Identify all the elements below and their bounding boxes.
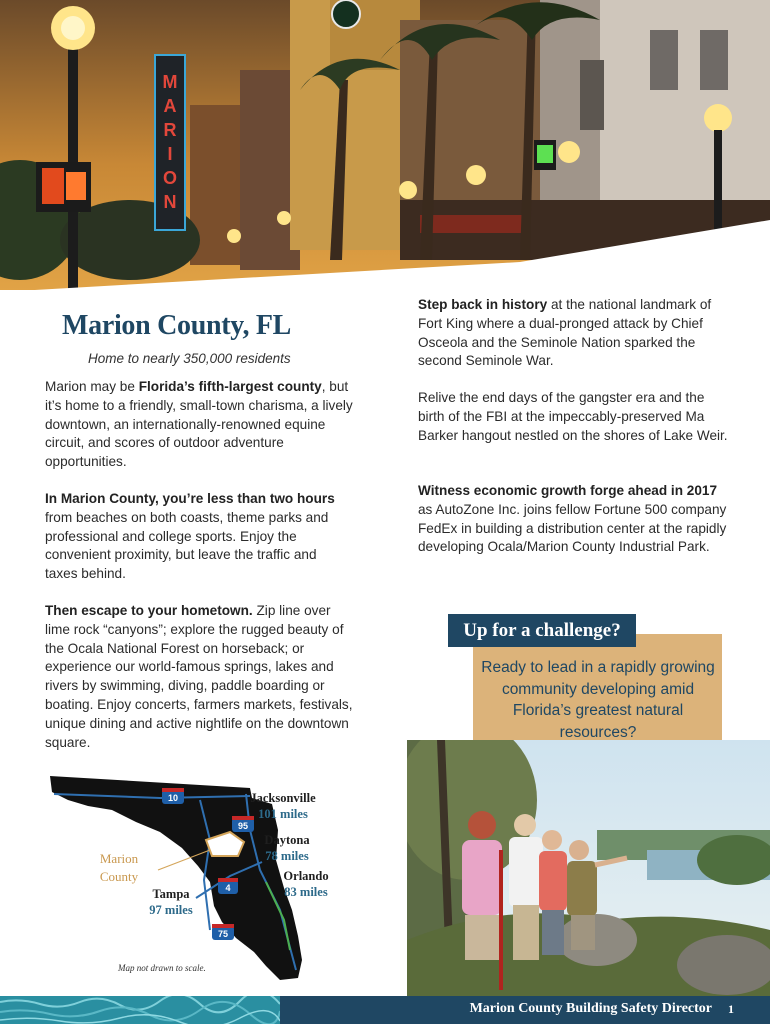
svg-text:95: 95 — [237, 821, 249, 831]
marion-sign-letter: N — [163, 192, 177, 212]
right-paragraph-2: Relive the end days of the gangster era and the birth of the FBI at the impeccably-preserved Ma Barker hangout nestled on the shores of Lake Weir. — [418, 390, 728, 443]
marion-sign-letter: O — [162, 168, 178, 188]
marion-sign-letter: R — [163, 120, 177, 140]
highway-shield-75 — [212, 924, 234, 940]
marion-sign-letter: I — [167, 144, 173, 164]
footer-title: Marion County Building Safety Director — [469, 1001, 712, 1016]
highway-shield-4 — [218, 878, 238, 894]
left-paragraph-2: In Marion County, you’re less than two hours from beaches on both coasts, theme parks and professional and college sports. Enjoy the convenient proximity, but leave the traffic and taxes behind. — [45, 491, 335, 582]
marion-sign-letter: A — [163, 96, 177, 116]
left-paragraph-1: Marion may be Florida’s fifth-largest county, but it’s home to a friendly, small-town charisma, a lively downtown, an internationally-renowned equine circuit, and scores of outdoor adventure opportunities. — [45, 379, 353, 470]
marion-sign-letter: M — [162, 72, 178, 92]
hero-cut-edge — [0, 0, 770, 300]
page-subtitle: Home to nearly 350,000 residents — [88, 351, 291, 366]
map-label-marion-county: Marion County — [99, 851, 139, 884]
right-paragraph-3: Witness economic growth forge ahead in 2017 as AutoZone Inc. joins fellow Fortune 500 company FedEx in building a distribution center at the rapidly developing Ocala/Marion County Industrial Park. — [418, 483, 727, 555]
right-paragraph-1: Step back in history at the national landmark of Fort King where a dual-pronged attack by Chief Osceola and the Seminole Nation sparked the second Seminole War. — [418, 297, 712, 369]
map-note: Map not drawn to scale. — [118, 963, 206, 973]
page-title: Marion County, FL — [62, 310, 292, 341]
svg-text:10: 10 — [167, 793, 179, 803]
challenge-body: Ready to lead in a rapidly growing community developing amid Florida’s greatest natural resources? — [481, 659, 715, 741]
svg-text:75: 75 — [217, 929, 229, 939]
map-label-orlando: Orlando 83 miles — [283, 869, 329, 899]
map-label-daytona: Daytona 78 miles — [264, 833, 310, 863]
challenge-heading: Up for a challenge? — [448, 614, 636, 647]
left-paragraph-3: Then escape to your hometown. Zip line over lime rock “canyons”; explore the rugged beauty of the Ocala National Forest on horseback; or experience our world-famous springs, lakes and rivers by swimming, diving, paddle boarding or boating. Enjoy concerts, farmers markets, festivals, unique dining and active nightlife on the downtown square. — [45, 603, 353, 750]
map-label-tampa: Tampa 97 miles — [149, 887, 193, 917]
svg-text:4: 4 — [225, 883, 231, 893]
hikers-photo — [407, 740, 770, 996]
page-number: 1 — [728, 1002, 734, 1016]
map-label-jacksonville: Jacksonville 101 miles — [250, 791, 316, 821]
footer-water-image — [0, 996, 280, 1024]
highway-shield-10 — [162, 788, 184, 804]
